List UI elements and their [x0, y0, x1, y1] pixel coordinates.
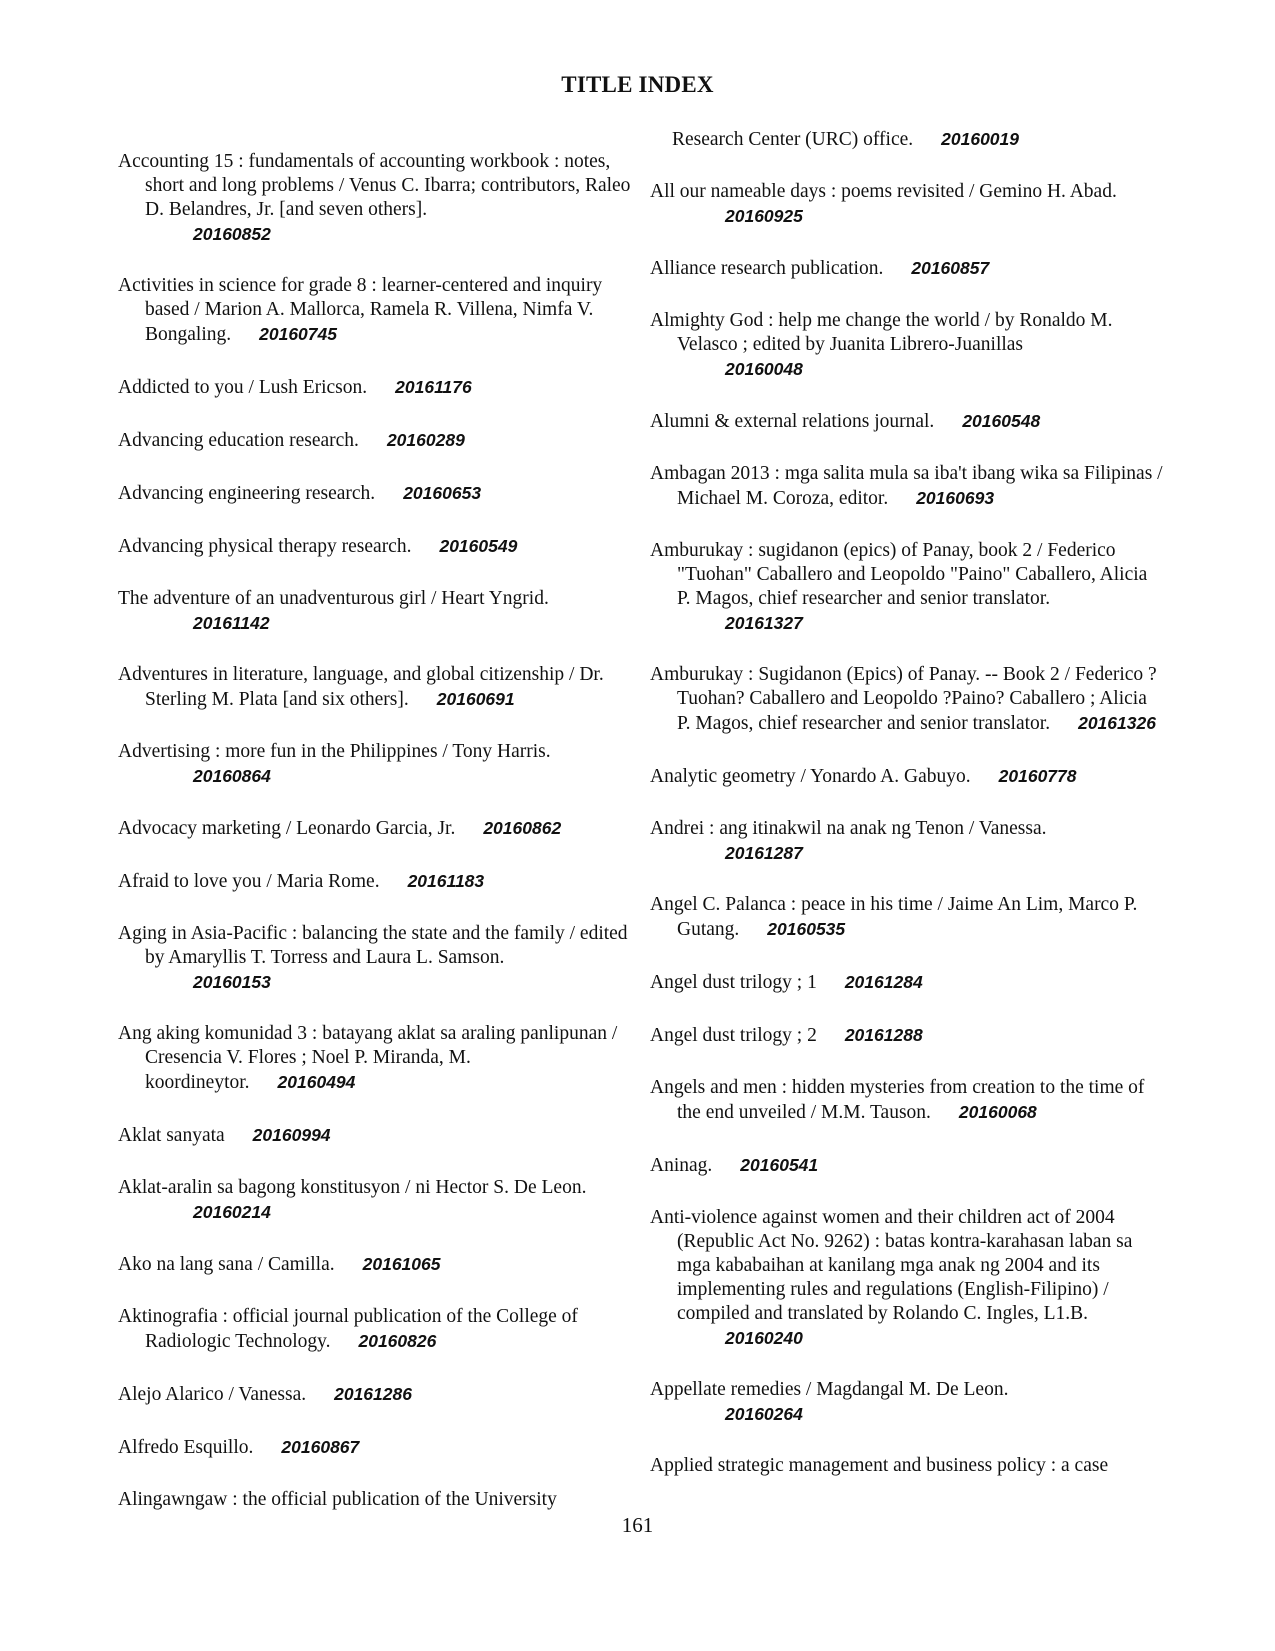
entry-code: 20160994: [252, 1125, 331, 1145]
index-entry: [650, 539, 1165, 635]
entry-title: Angels and men : hidden mysteries from creation to the time of the end unveiled / M.M. Tauson.: [650, 1077, 1145, 1123]
entry-code: 20160548: [962, 411, 1041, 431]
entry-title: Angel C. Palanca : peace in his time / Jaime An Lim, Marco P. Gutang.: [650, 894, 1138, 940]
entry-code: 20161183: [407, 871, 485, 891]
entry-title: Advertising : more fun in the Philippines / Tony Harris.: [118, 741, 551, 762]
entry-title: Aklat-aralin sa bagong konstitusyon / ni Hector S. De Leon.: [118, 1177, 587, 1198]
entry-title: Alfredo Esquillo.: [118, 1437, 254, 1458]
entry-title: Amburukay : Sugidanon (Epics) of Panay. -- Book 2 / Federico ?Tuohan? Caballero and Leopoldo ?Paino? Caballero ; Alicia P. Magos, chief researcher and senior translator.: [650, 664, 1157, 734]
entry-title: Angel dust trilogy ; 1: [650, 972, 817, 993]
entry-code: 20160691: [436, 689, 515, 709]
entry-code: 20160778: [998, 766, 1077, 786]
entry-title: Aging in Asia-Pacific : balancing the state and the family / edited by Amaryllis T. Torress and Laura L. Samson.: [118, 923, 628, 968]
entry-title: Alingawngaw : the official publication of the University: [118, 1489, 557, 1510]
entry-title: Afraid to love you / Maria Rome.: [118, 871, 380, 892]
index-entry: [118, 740, 633, 788]
entry-title: Aklat sanyata: [118, 1125, 225, 1146]
index-entry: [118, 1123, 633, 1148]
entry-code: 20161326: [1078, 713, 1156, 733]
entry-title: Aktinografia : official journal publication of the College of Radiologic Technology.: [118, 1306, 578, 1352]
entry-title: Activities in science for grade 8 : learner-centered and inquiry based / Marion A. Mallorca, Ramela R. Villena, Nimfa V. Bongaling.: [118, 275, 603, 345]
index-entry: [118, 922, 633, 994]
index-entry: [118, 816, 633, 841]
index-entry: [650, 1206, 1165, 1350]
entry-code: 20161065: [362, 1254, 441, 1274]
entry-code: 20160826: [358, 1331, 437, 1351]
index-entry: [118, 1252, 633, 1277]
index-entry: [118, 375, 633, 400]
entry-title: Research Center (URC) office.: [672, 129, 914, 150]
entry-code: 20160852: [193, 224, 271, 244]
index-entry: [118, 1305, 633, 1354]
index-entry: [650, 893, 1165, 942]
index-entry: [650, 462, 1165, 511]
entry-title: Aninag.: [650, 1155, 713, 1176]
entry-code: 20160541: [740, 1155, 819, 1175]
page-number: 161: [621, 1513, 654, 1537]
index-entry: [650, 663, 1165, 736]
entry-code: 20160867: [281, 1437, 360, 1457]
index-entry: [118, 663, 633, 712]
entry-title: Addicted to you / Lush Ericson.: [118, 377, 368, 398]
entry-title: Angel dust trilogy ; 2: [650, 1025, 817, 1046]
entry-title: Advancing physical therapy research.: [118, 536, 412, 557]
index-entry: [650, 817, 1165, 865]
index-entry: [650, 409, 1165, 434]
entry-title: Alumni & external relations journal.: [650, 411, 935, 432]
index-entry: [650, 180, 1165, 228]
entry-title: Applied strategic management and business policy : a case: [650, 1455, 1109, 1476]
entry-title: The adventure of an unadventurous girl / Heart Yngrid.: [118, 588, 549, 609]
entry-code: 20161142: [193, 613, 270, 633]
entry-code: 20160019: [941, 129, 1020, 149]
entry-code: 20161286: [334, 1384, 412, 1404]
entry-title: Analytic geometry / Yonardo A. Gabuyo.: [650, 766, 971, 787]
entry-title: Appellate remedies / Magdangal M. De Leon.: [650, 1379, 1009, 1400]
entry-code: 20160925: [725, 206, 803, 226]
entry-title: Almighty God : help me change the world / by Ronaldo M. Velasco ; edited by Juanita Librero-Juanillas: [650, 310, 1113, 355]
entry-code: 20160153: [193, 972, 271, 992]
entry-code: 20161176: [395, 377, 472, 397]
entry-code: 20160857: [911, 258, 990, 278]
index-entry: [118, 428, 633, 453]
entry-code: 20160535: [767, 919, 846, 939]
left-column: [118, 150, 633, 1540]
entry-title: Ako na lang sana / Camilla.: [118, 1254, 335, 1275]
entry-code: 20161287: [725, 843, 803, 863]
entry-code: 20160240: [725, 1328, 803, 1348]
entry-title: Andrei : ang itinakwil na anak ng Tenon / Vanessa.: [650, 818, 1047, 839]
entry-code: 20160264: [725, 1404, 803, 1424]
index-entry: [650, 1023, 1165, 1048]
index-entry: [650, 1378, 1165, 1426]
right-column: [650, 127, 1165, 1506]
entry-code: 20160048: [725, 359, 803, 379]
entry-code: 20160745: [259, 324, 337, 344]
index-entry: [650, 256, 1165, 281]
index-entry: [118, 1022, 633, 1095]
entry-title: Ang aking komunidad 3 : batayang aklat sa araling panlipunan / Cresencia V. Flores ; Noel P. Miranda, M. koordineytor.: [118, 1023, 618, 1093]
entry-code: 20160693: [916, 488, 995, 508]
entry-code: 20160494: [277, 1072, 356, 1092]
entry-title: Anti-violence against women and their children act of 2004 (Republic Act No. 9262) : batas kontra-karahasan laban sa mga kababaihan at kanilang mga anak ng 2004 and its implementing rules and regulations (English-Filipino) / compiled and translated by Rolando C. Ingles, L1.B.: [650, 1207, 1133, 1324]
index-entry: [650, 764, 1165, 789]
entry-title: Advocacy marketing / Leonardo Garcia, Jr.: [118, 818, 456, 839]
index-entry: [118, 534, 633, 559]
entry-code: 20160289: [386, 430, 465, 450]
index-entry: [118, 150, 633, 246]
entry-title: All our nameable days : poems revisited / Gemino H. Abad.: [650, 181, 1117, 202]
entry-title: Ambagan 2013 : mga salita mula sa iba't ibang wika sa Filipinas / Michael M. Coroza, editor.: [650, 463, 1163, 509]
entry-code: 20160653: [403, 483, 482, 503]
entry-code: 20160549: [439, 536, 518, 556]
entry-code: 20161327: [725, 613, 803, 633]
entry-title: Amburukay : sugidanon (epics) of Panay, book 2 / Federico "Tuohan" Caballero and Leopoldo "Paino" Caballero, Alicia P. Magos, chief researcher and senior translator.: [650, 540, 1148, 609]
entry-title: Alliance research publication.: [650, 258, 884, 279]
index-entry: [672, 127, 1165, 152]
index-entry: [650, 1076, 1165, 1125]
index-entry: [118, 1435, 633, 1460]
index-entry: [118, 481, 633, 506]
page-title: TITLE INDEX: [561, 72, 714, 97]
index-entry: [650, 970, 1165, 995]
index-entry: [118, 274, 633, 347]
entry-code: 20160864: [193, 766, 271, 786]
entry-title: Adventures in literature, language, and global citizenship / Dr. Sterling M. Plata [and six others].: [118, 664, 604, 710]
index-entry: [118, 1176, 633, 1224]
entry-title: Advancing education research.: [118, 430, 359, 451]
index-entry: [650, 1454, 1165, 1478]
entry-code: 20160068: [958, 1102, 1037, 1122]
entry-code: 20160862: [483, 818, 562, 838]
index-entry: [118, 1488, 633, 1512]
index-entry: [118, 869, 633, 894]
index-entry: [650, 1153, 1165, 1178]
entry-title: Accounting 15 : fundamentals of accounting workbook : notes, short and long problems / Venus C. Ibarra; contributors, Raleo D. Belandres, Jr. [and seven others].: [118, 151, 631, 220]
entry-title: Alejo Alarico / Vanessa.: [118, 1384, 307, 1405]
index-entry: [118, 1382, 633, 1407]
entry-code: 20161284: [844, 972, 923, 992]
index-entry: [118, 587, 633, 635]
entry-code: 20161288: [844, 1025, 923, 1045]
entry-title: Advancing engineering research.: [118, 483, 376, 504]
entry-code: 20160214: [193, 1202, 271, 1222]
index-entry: [650, 309, 1165, 381]
